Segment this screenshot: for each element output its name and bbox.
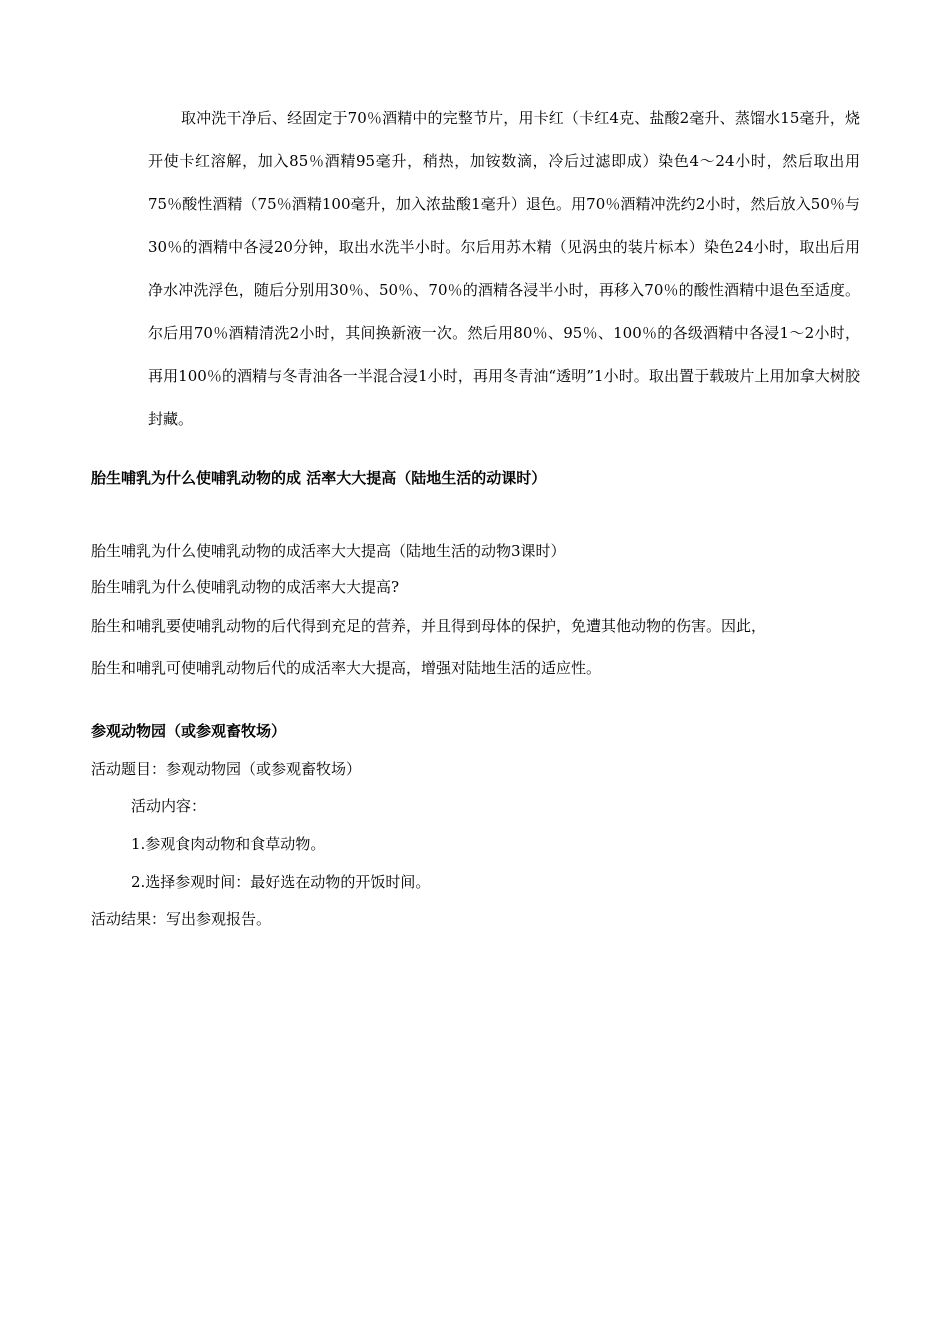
activity-item-1: 1.参观食肉动物和食草动物。 <box>131 835 326 853</box>
viviparity-question: 胎生哺乳为什么使哺乳动物的成活率大大提高? <box>91 578 400 596</box>
viviparity-answer-line-1: 胎生和哺乳要使哺乳动物的后代得到充足的营养，并且得到母体的保护，免遭其他动物的伤害。因此， <box>91 617 767 635</box>
section-heading-zoo-visit: 参观动物园（或参观畜牧场） <box>91 722 287 740</box>
viviparity-answer-line-2: 胎生和哺乳可使哺乳动物后代的成活率大大提高，增强对陆地生活的适应性。 <box>91 659 602 677</box>
activity-item-2: 2.选择参观时间：最好选在动物的开饭时间。 <box>131 873 431 891</box>
section-heading-viviparity: 胎生哺乳为什么使哺乳动物的成 活率大大提高（陆地生活的动课时） <box>91 469 547 487</box>
activity-content-label: 活动内容： <box>131 797 207 815</box>
viviparity-title-line: 胎生哺乳为什么使哺乳动物的成活率大大提高（陆地生活的动物3课时） <box>91 542 566 560</box>
specimen-staining-paragraph: 取冲洗干净后、经固定于70％酒精中的完整节片，用卡红（卡红4克、盐酸2毫升、蒸馏水15毫升，烧开使卡红溶解，加入85％酒精95毫升，稍热，加铵数滴，冷后过滤即成）染色4～24小时，然后取出用75％酸性酒精（75％酒精100毫升，加入浓盐酸1毫升）退色。用70％酒精冲洗约2小时，然后放入50％与30％的酒精中各浸20分钟，取出水洗半小时。尔后用苏木精（见涡虫的装片标本）染色24小时，取出后用净水冲洗浮色，随后分别用30％、50％、70％的酒精各浸半小时，再移入70％的酸性酒精中退色至适度。尔后用70％酒精清洗2小时，其间换新液一次。然后用80％、95％、100％的各级酒精中各浸1～2小时，再用100％的酒精与冬青油各一半混合浸1小时，再用冬青油“透明”1小时。取出置于载玻片上用加拿大树胶封藏。 <box>148 109 860 428</box>
activity-topic: 活动题目：参观动物园（或参观畜牧场） <box>91 760 362 778</box>
activity-result: 活动结果：写出参观报告。 <box>91 910 272 928</box>
